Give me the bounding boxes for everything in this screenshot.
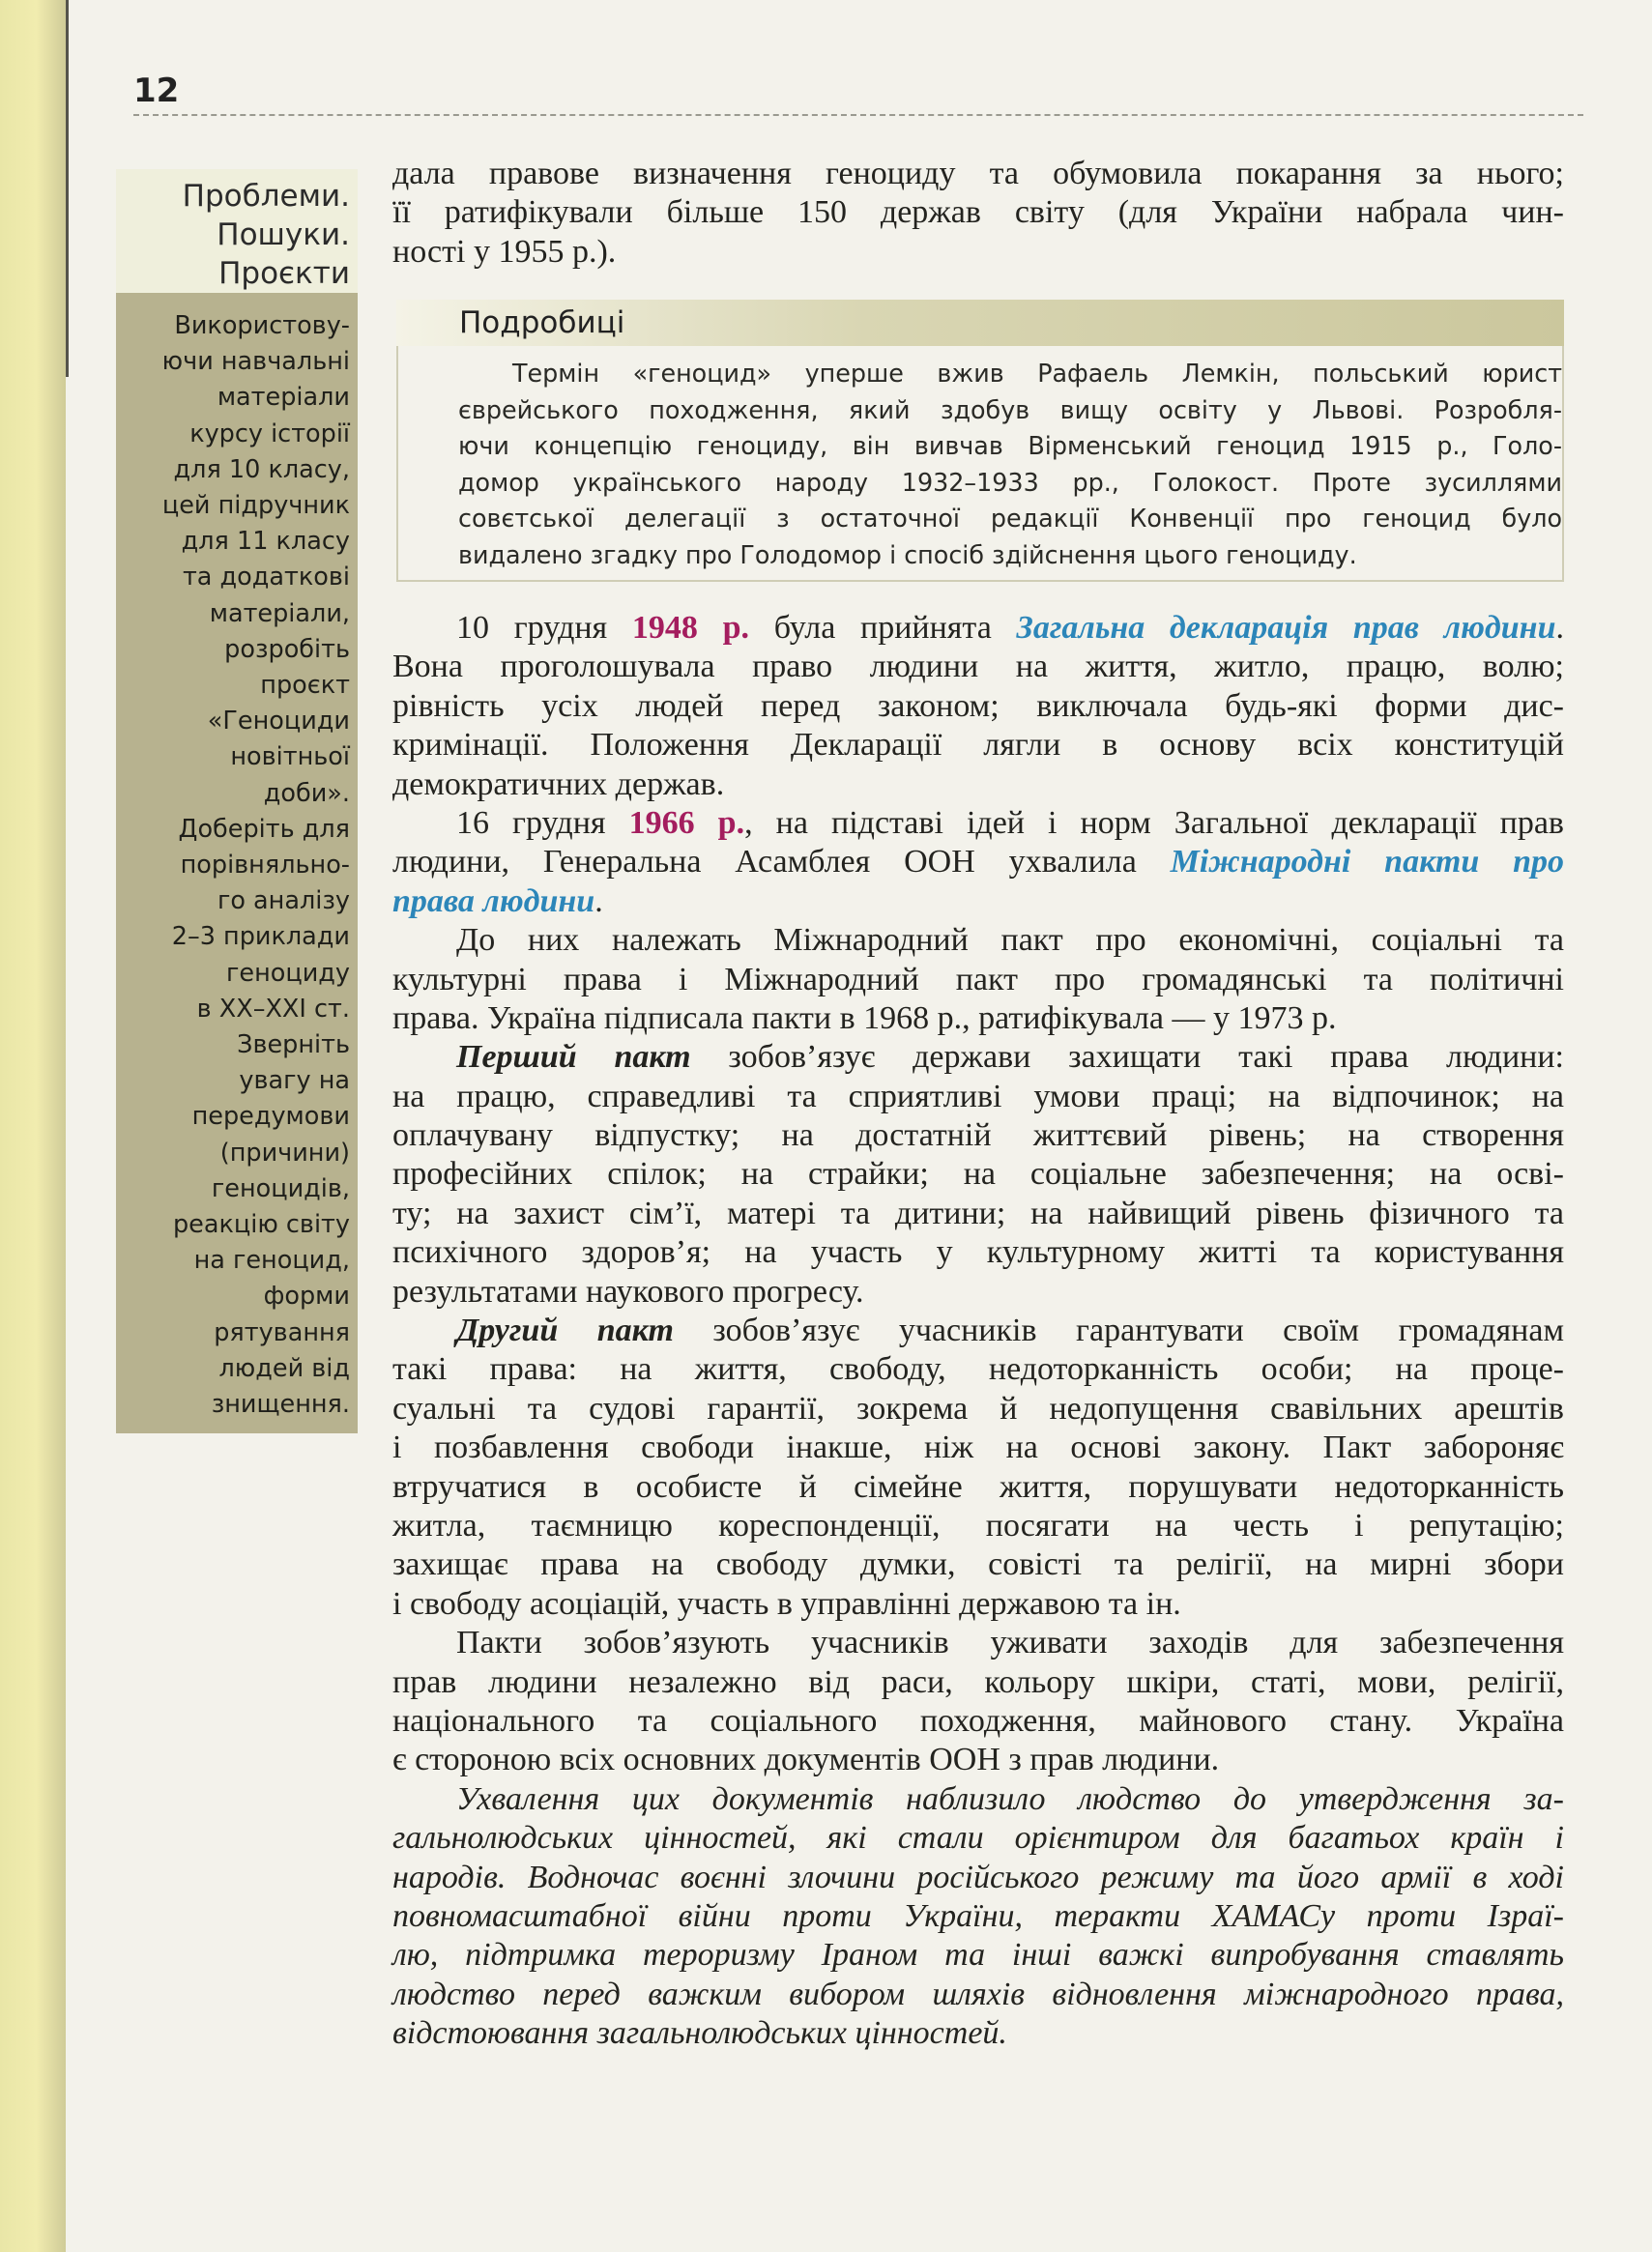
details-line: совєтської делегації з остаточної редакції Конвенції про геноцид було: [458, 504, 1562, 533]
sidebar-line: матеріали: [217, 383, 350, 413]
text-line: демократичних держав.: [392, 765, 725, 802]
sidebar-line: форми: [263, 1282, 350, 1312]
intro-paragraph: [392, 155, 1564, 272]
sidebar-line: на геноцид,: [193, 1246, 350, 1276]
text-line: ту; на захист сім’ї, матері та дитини; на найвищий рівень фізичного та: [392, 1195, 1564, 1231]
text-line: результатами наукового прогресу.: [392, 1273, 864, 1310]
text-line: Ухвалення цих документів наблизило людство до утвердження за-: [456, 1780, 1564, 1817]
details-line: домор українського народу 1932–1933 рр., Голокост. Проте зусиллями: [458, 467, 1562, 497]
details-line: ючи концепцію геноциду, він вивчав Вірменський геноцид 1915 р., Голо-: [458, 431, 1562, 460]
text-line: права. Україна підписала пакти в 1968 р., ратифікувала — у 1973 р.: [392, 999, 1337, 1036]
sidebar-line: (причини): [219, 1138, 350, 1168]
page-edge-strip: [0, 0, 66, 2252]
year-1948: 1948 р.: [631, 610, 750, 646]
term-international-covenants: Міжнародні пакти про: [1170, 844, 1564, 881]
text-line: [392, 843, 1564, 881]
sidebar-line: ючи навчальні: [161, 347, 350, 377]
sidebar-heading-line: Пошуки.: [217, 217, 350, 252]
sidebar-line: «Геноциди: [207, 707, 350, 736]
text-span: людини, Генеральна Асамблея ООН ухвалила: [392, 844, 1171, 881]
text-line: [392, 609, 1564, 648]
sidebar-line: проєкт: [260, 671, 350, 701]
sidebar-line: геноциду: [225, 958, 350, 988]
sidebar-heading-line: Проблеми.: [182, 179, 350, 214]
page-edge-line: [66, 0, 69, 377]
text-span: 16 грудня: [456, 804, 629, 841]
text-line: [392, 804, 1564, 843]
sidebar-task: [116, 293, 358, 1433]
text-line: такі права: на життя, свободу, недоторканність особи; на проце-: [392, 1351, 1564, 1388]
sidebar-heading-line: Проєкти: [218, 256, 350, 291]
text-span: зобов’язує держави захищати такі права людини:: [690, 1039, 1564, 1076]
text-line: захищає права на свободу думки, совісті та релігії, на мирні збори: [392, 1546, 1564, 1583]
text-line: житла, таємницю кореспонденції, посягати на честь і репутацію;: [392, 1507, 1564, 1544]
first-covenant-label: Перший пакт: [456, 1039, 691, 1076]
sidebar-line: для 11 класу: [181, 527, 350, 557]
text-span: .: [594, 882, 603, 919]
sidebar-line: матеріали,: [209, 598, 350, 628]
details-heading: Подробиці: [396, 300, 1564, 346]
text-line: дала правове визначення геноциду та обумовила покарання за нього;: [392, 156, 1564, 191]
header-rule: [133, 114, 1583, 116]
text-line: повномасштабної війни проти України, теракти ХАМАСу проти Ізраї-: [392, 1897, 1564, 1934]
sidebar-line: цей підручник: [161, 491, 350, 521]
text-line: втручатися в особисте й сімейне життя, порушувати недоторканність: [392, 1468, 1564, 1505]
sidebar-line: знищення.: [211, 1390, 350, 1420]
text-line: оплачувану відпустку; на достатній життєвий рівень; на створення: [392, 1117, 1564, 1154]
sidebar-line: та додаткові: [182, 563, 350, 592]
sidebar-heading: [116, 169, 358, 293]
sidebar-line: в ХХ–ХХІ ст.: [196, 994, 350, 1024]
text-span: , на підставі ідей і норм Загальної декларації прав: [744, 804, 1564, 841]
text-line: і свободу асоціацій, участь в управлінні державою та ін.: [392, 1585, 1181, 1622]
text-line: національного та соціального походження, майнового стану. Україна: [392, 1702, 1564, 1739]
details-line: видалено згадку про Голодомор і спосіб здійснення цього геноциду.: [458, 539, 1357, 569]
sidebar-line: геноцидів,: [211, 1173, 350, 1203]
term-international-covenants-end: права людини: [392, 882, 595, 919]
text-line: на працю, справедливі та сприятливі умови праці; на відпочинок; на: [392, 1078, 1564, 1114]
sidebar-line: Зверніть: [237, 1030, 350, 1060]
sidebar-line: Доберіть для: [178, 814, 350, 844]
details-text: [458, 356, 1562, 576]
body-text: [392, 609, 1564, 2053]
sidebar-line: розробіть: [224, 634, 350, 664]
page-number: 12: [133, 72, 180, 110]
sidebar-line: Використову-: [174, 311, 350, 340]
sidebar-line: для 10 класу,: [173, 454, 350, 484]
text-line: прав людини незалежно від раси, кольору шкіри, статі, мови, релігії,: [392, 1663, 1564, 1700]
text-line: До них належать Міжнародний пакт про економічні, соціальні та: [456, 922, 1564, 959]
text-line: психічного здоров’я; на участь у культурному житті та користування: [392, 1234, 1564, 1271]
text-line: ності у 1955 р.).: [392, 233, 617, 270]
text-line: рівність усіх людей перед законом; виключала будь-які форми дис-: [392, 687, 1564, 724]
sidebar-line: доби».: [263, 778, 350, 808]
details-line: Термін «геноцид» уперше вжив Рафаель Лемкін, польський юрист: [512, 359, 1562, 388]
text-span: була прийнята: [749, 610, 1017, 646]
text-line: [392, 1038, 1564, 1077]
sidebar-line: новітньої: [230, 742, 350, 772]
text-span: 10 грудня: [456, 610, 632, 646]
text-line: професійних спілок; на страйки; на соціальне забезпечення; на осві-: [392, 1156, 1564, 1193]
sidebar-line: людей від: [218, 1353, 350, 1383]
text-line: є стороною всіх основних документів ООН з прав людини.: [392, 1742, 1220, 1778]
text-line: [392, 882, 1564, 921]
text-span: .: [1555, 610, 1564, 646]
sidebar-line: порівняльно-: [180, 851, 350, 881]
text-line: Пакти зобов’язують учасників уживати заходів для забезпечення: [456, 1625, 1564, 1661]
text-line: і позбавлення свободи інакше, ніж на основі закону. Пакт забороняє: [392, 1429, 1564, 1466]
text-line: Вона проголошувала право людини на життя, житло, працю, волю;: [392, 649, 1564, 685]
sidebar-line: го аналізу: [217, 886, 350, 916]
sidebar-line: курсу історії: [189, 419, 350, 448]
text-line: лю, підтримка тероризму Іраном та інші важкі випробування ставлять: [392, 1937, 1564, 1974]
sidebar-line: передумови: [191, 1102, 350, 1132]
second-covenant-label: Другий пакт: [456, 1313, 674, 1349]
text-line: культурні права і Міжнародний пакт про громадянські та політичні: [392, 961, 1564, 997]
text-line: гальнолюдських цінностей, які стали орієнтиром для багатьох країн і: [392, 1820, 1564, 1857]
text-line: народів. Водночас воєнні злочини російського режиму та його армії в ході: [392, 1859, 1564, 1895]
details-line: єврейського походження, який здобув вищу освіту у Львові. Розробля-: [458, 394, 1562, 424]
text-line: кримінації. Положення Декларації лягли в основу всіх конституцій: [392, 727, 1564, 764]
sidebar-line: увагу на: [239, 1066, 350, 1096]
text-line: [392, 1312, 1564, 1350]
sidebar-line: реакцію світу: [173, 1210, 350, 1240]
text-line: її ратифікували більше 150 держав світу (для України набрала чин-: [392, 194, 1564, 231]
text-line: людство перед важким вибором шляхів відновлення міжнародного права,: [392, 1976, 1564, 2012]
sidebar-line: 2–3 приклади: [171, 922, 350, 952]
sidebar-line: рятування: [214, 1317, 350, 1347]
text-span: зобов’язує учасників гарантувати своїм громадянам: [673, 1313, 1564, 1349]
year-1966: 1966 р.: [628, 804, 745, 841]
text-line: суальні та судові гарантії, зокрема й недопущення свавільних арештів: [392, 1390, 1564, 1427]
text-line: відстоювання загальнолюдських цінностей.: [392, 2015, 1007, 2052]
term-universal-declaration: Загальна декларація прав людини: [1016, 610, 1556, 646]
